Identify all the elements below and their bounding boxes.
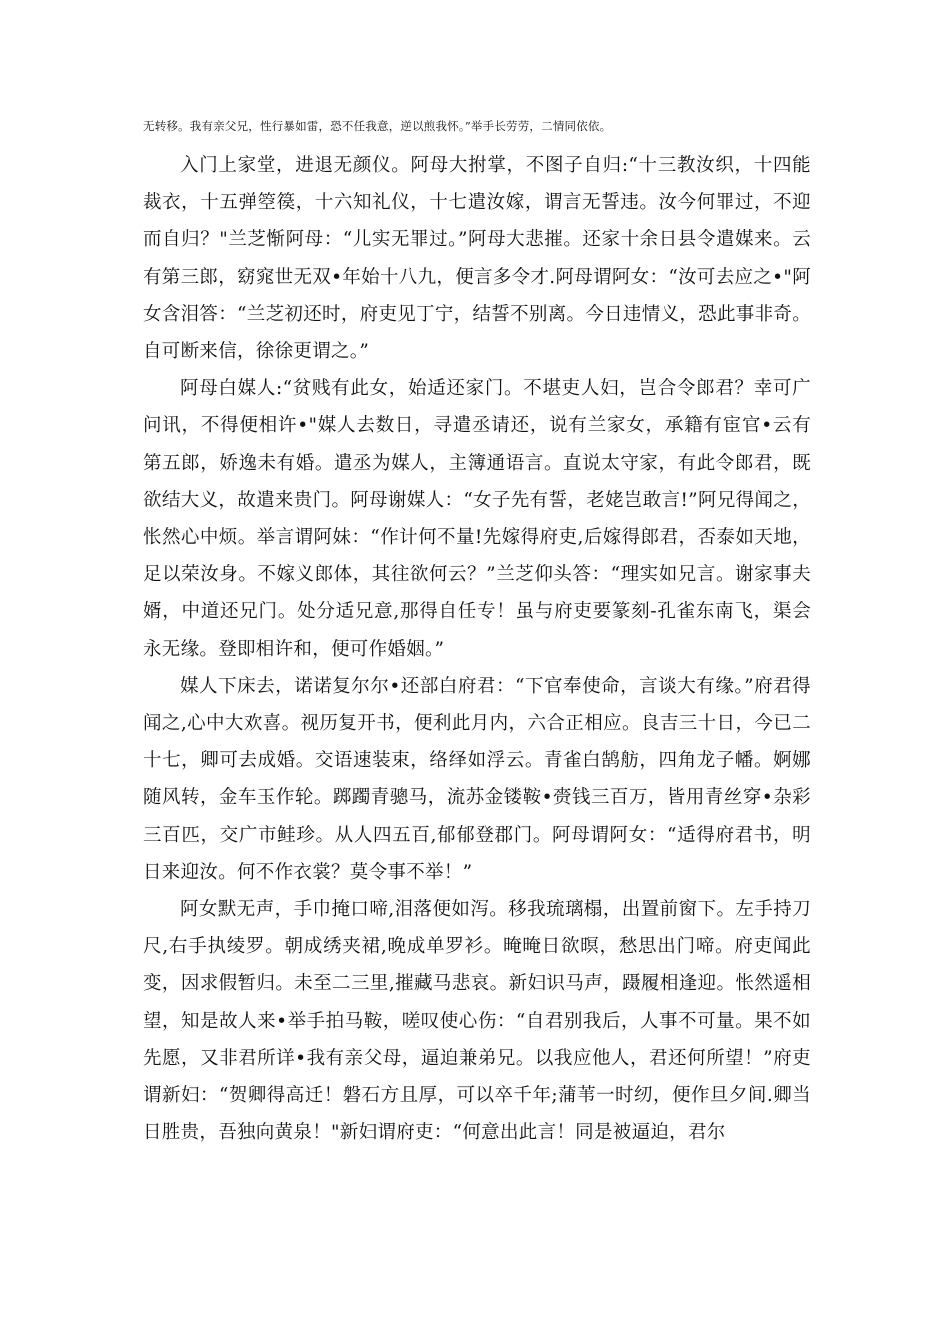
- document-body: [143, 147, 811, 1151]
- paragraph-2: 阿母白媒人:“贫贱有此女，始适还家门。不堪吏人妇，岂合令郎君？幸可广问讯，不得便相许•"媒人去数日，寻遣丞请还，说有兰家女，承籍有宦官•云有第五郎，娇逸未有婚。遣丞为媒人，主簿通语言。直说太守家，有此令郎君，既欲结大义，故遣来贵门。阿母谢媒人：“女子先有誓，老姥岂敢言!”阿兄得闻之，怅然心中烦。举言谓阿妹：“作计何不量!先嫁得府吏,后嫁得郎君，否泰如天地，足以荣汝身。不嫁义郎体，其往欲何云？”兰芝仰头答：“理实如兄言。谢家事夫婿，中道还兄门。处分适兄意,那得自任专！虽与府吏要篆刻-孔雀东南飞，渠会永无缘。登即相许和，便可作婚姻。”: [143, 378, 811, 660]
- paragraph-1: 入门上家堂，进退无颜仪。阿母大拊掌，不图子自归:“十三教汝织，十四能裁衣，十五弹箜篌，十六知礼仪，十七遣汝嫁，谓言无誓违。汝今何罪过，不迎而自归？"兰芝惭阿母：“儿实无罪过。”阿母大悲摧。还家十余日县令遣媒来。云有第三郎，窈窕世无双•年始十八九，便言多令才.阿母谓阿女：“汝可去应之•"阿女含泪答：“兰芝初还时，府吏见丁宁，结誓不别离。今日违情义，恐此事非奇。自可断来信，徐徐更谓之。”: [143, 155, 811, 363]
- paragraph-3: 媒人下床去，诺诺复尔尔•还部白府君：“下官奉使命，言谈大有缘。”府君得闻之,心中大欢喜。视历复开书，便利此月内，六合正相应。良吉三十日，今已二十七，卿可去成婚。交语速装束，络绎如浮云。青雀白鹄舫，四角龙子幡。婀娜随风转，金车玉作轮。踯躅青骢马，流苏金镂鞍•赍钱三百万，皆用青丝穿•杂彩三百匹，交广市鲑珍。从人四五百,郁郁登郡门。阿母谓阿女：“适得府君书，明日来迎汝。何不作衣裳？莫令事不举！”: [143, 675, 811, 883]
- paragraph-4: 阿女默无声，手巾掩口啼,泪落便如泻。移我琉璃榻，出置前窗下。左手持刀尺,右手执绫罗。朝成绣夹裙,晚成单罗衫。晻晻日欲暝，愁思出门啼。府吏闻此变，因求假暂归。未至二三里,摧藏马悲哀。新妇识马声，蹑履相逢迎。怅然遥相望，知是故人来•举手拍马鞍，嗟叹使心伤：“自君别我后，人事不可量。果不如先愿，又非君所详•我有亲父母，逼迫兼弟兄。以我应他人，君还何所望！”府吏谓新妇：“贺卿得高迁！磐石方且厚，可以卒千年;蒲苇一时纫，便作旦夕间.卿当日胜贵，吾独向黄泉！"新妇谓府吏：“何意出此言！同是被逼迫，君尔: [143, 899, 811, 1144]
- continued-text-line: 无转移。我有亲父兄，性行暴如雷，恐不任我意，逆以煎我怀。”举手长劳劳，二情同依依。: [143, 119, 612, 133]
